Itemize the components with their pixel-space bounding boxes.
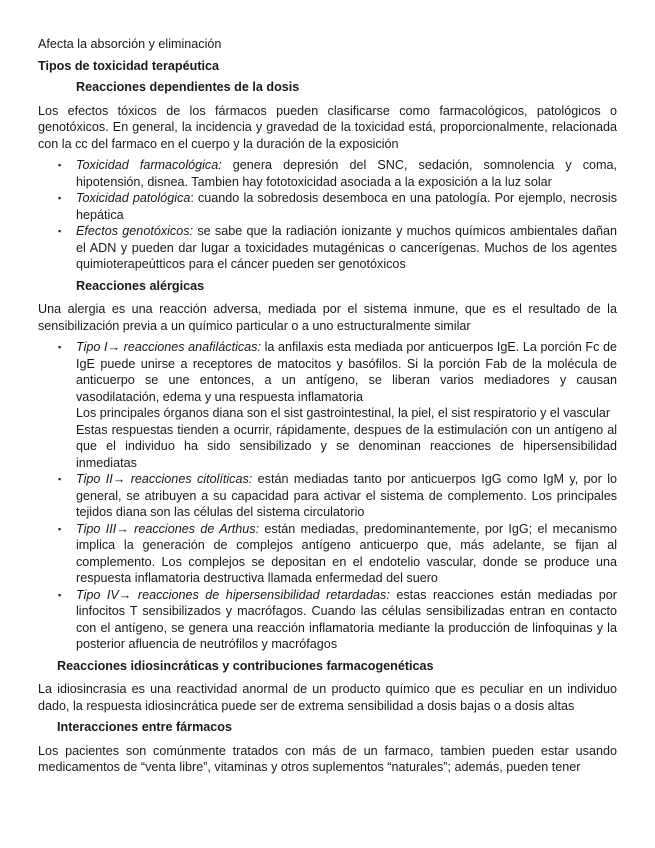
item-term: Tipo IV→ reacciones de hipersensibilidad retardadas: [76,587,390,602]
paragraph-alergia: Una alergia es una reacción adversa, mediada por el sistema inmune, que es el resultado de la sensibilización previa a un químico particular o a uno estructuralmente similar [38,302,617,333]
item-text: : cuando la sobredosis desemboca en una patología. Por ejemplo, necrosis hepática [76,191,617,222]
item-text: se sabe que la radiación ionizante y muchos químicos ambientales dañan el ADN y pueden dar lugar a toxicidades mutagénicas o cancerígenas. Muchos de los agentes quimioterapeútticos para el cáncer pueden ser genotóxicos [76,224,617,271]
item-text: están mediadas, predominantemente, por IgG; el mecanismo implica la generación de complejos antígeno anticuerpo que, más adelante, se fijan al complemento. Los complejos se depositan en el endotelio vascular, donde se produce una respuesta inflamatoria destructiva llamada enfermedad del suero [76,521,617,585]
bullet-icon: ▪ [58,589,62,600]
item-extra-text: Estas respuestas tienden a ocurrir, rápidamente, despues de la estimulación con un antígeno al que el individuo ha sido sensibilizado y se denominan reacciones de hipersensibilidad inmediatas [76,422,617,470]
list-item [58,223,617,273]
list-item [58,471,617,521]
item-term: Toxicidad farmacológica: [76,158,222,172]
paragraph-dosis: Los efectos tóxicos de los fármacos pueden clasificarse como farmacológicos, patológicos o genotóxicos. En general, la incidencia y gravedad de la toxicidad está, proporcionalmente, relacionada con la cc del farmaco en el cuerpo y la duración de la exposición [38,103,617,151]
heading-reacciones-alergicas: Reacciones alérgicas [76,278,205,293]
item-text: estas reacciones están mediadas por linfocitos T sensibilizados y macrófagos. Cuando las células sensibilizadas entran en contacto con el antígeno, se genera una reacción inflamatoria mediante la producción de linfoquinas y la posterior afluencia de neutrófilos y macrófagos [76,587,617,651]
item-term: Tipo III→ reacciones de Arthus: [76,521,260,536]
bullet-icon: ▪ [58,160,62,170]
item-term: Efectos genotóxicos: [76,224,194,238]
heading-tipos-toxicidad: Tipos de toxicidad terapéutica [38,58,220,73]
item-term: Toxicidad patológica [76,191,191,205]
heading-reacciones-idiosincraticas: Reacciones idiosincráticas y contribuciones farmacogenéticas [57,658,434,673]
bullet-icon: ▪ [58,523,62,534]
list-item [58,157,617,190]
item-text: genera depresión del SNC, sedación, somnolencia y coma, hipotensión, disnea. Tambien hay fototoxicidad asociada a la exposición a la luz solar [76,158,617,189]
item-term: Tipo II→ reacciones citolíticas: [76,472,253,486]
item-text: la anfilaxis esta mediada por anticuerpos IgE. La porción Fc de IgE puede unirse a receptores de matocitos y basófilos. Si la porción Fab de la molécula de anticuerpo se une entonces, a un antígeno, se liberan varios mediadores y causan vasodilatación, edema y una respuesta inflamatoria [76,340,617,404]
intro-line: Afecta la absorción y eliminación [38,37,222,51]
item-text: están mediadas tanto por anticuerpos IgG como IgM y, por lo general, se atribuyen a su capacidad para activar el sistema de complemento. Los principales tejidos diana son las células del sistema circulatorio [76,472,617,519]
item-term: Tipo I→ reacciones anafilácticas: [76,340,261,354]
item-extra-text: Los principales órganos diana son el sist gastrointestinal, la piel, el sist respiratorio y el vascular [76,406,611,420]
paragraph-idiosincrasia: La idiosincrasia es una reactividad anormal de un producto químico que es peculiar en un individuo dado, la respuesta idiosincrática puede ser de extrema sensibilidad a dosis bajas o a dosis altas [38,682,617,713]
toxicidad-list [38,157,617,273]
heading-reacciones-dosis: Reacciones dependientes de la dosis [76,80,300,94]
heading-interacciones: Interacciones entre fármacos [57,720,232,734]
paragraph-interacciones: Los pacientes son comúnmente tratados con más de un farmaco, tambien pueden estar usando medicamentos de “venta libre”, vitaminas y otros suplementos “naturales”; además, pueden tener [38,743,617,774]
document-page [38,36,617,776]
bullet-icon: ▪ [58,474,62,484]
bullet-icon: ▪ [58,226,62,236]
list-item [58,587,617,653]
list-item [58,190,617,223]
bullet-icon: ▪ [58,193,62,203]
list-item [58,339,617,471]
alergia-list [38,339,617,653]
list-item [58,521,617,587]
bullet-icon: ▪ [58,342,62,352]
